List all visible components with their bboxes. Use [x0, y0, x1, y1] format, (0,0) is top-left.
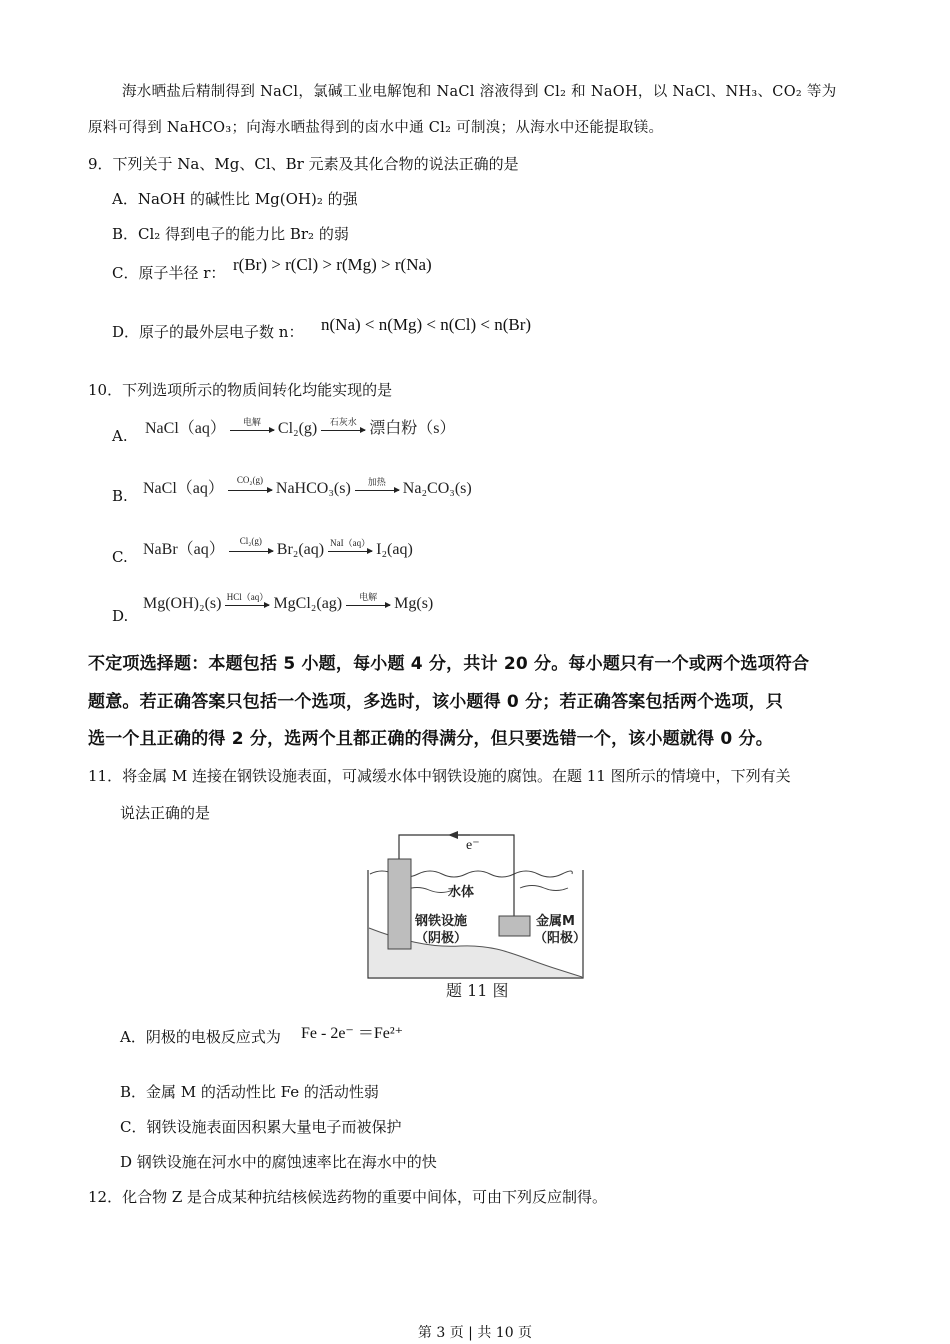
q10-option-b-reaction: NaCl（aq） CO₂(g) NaHCO₃(s) 加热 Na₂CO₃(s)	[143, 474, 472, 497]
section-instructions-line-3: 选一个且正确的得 2 分，选两个且都正确的得满分，但只要选错一个，该小题就得 0 分。	[88, 729, 773, 749]
figure-steel-label: 钢铁设施	[415, 914, 468, 929]
q10-option-d-reaction: Mg(OH)₂(s) HCl（aq） MgCl₂(ag) 电解 Mg(s)	[143, 591, 434, 612]
section-instructions-line-2: 题意。若正确答案只包括一个选项，多选时，该小题得 0 分；若正确答案包括两个选项，只	[88, 692, 784, 712]
q10-option-c-label: C.	[112, 548, 128, 566]
q9-option-d-formula: n(Na) < n(Mg) < n(Cl) < n(Br)	[321, 315, 532, 334]
intro-line-1: 海水晒盐后精制得到 NaCl，氯碱工业电解饱和 NaCl 溶液得到 Cl₂ 和 NaOH，以 NaCl、NH₃、CO₂ 等为	[122, 84, 837, 100]
figure-caption: 题 11 图	[446, 981, 509, 1000]
section-instructions-line-1: 不定项选择题：本题包括 5 小题，每小题 4 分，共计 20 分。每小题只有一个或两个选项符合	[88, 654, 810, 674]
q11-option-d: D 钢铁设施在河水中的腐蚀速率比在海水中的快	[120, 1153, 437, 1171]
q11-option-a-label: A．阴极的电极反应式为	[120, 1028, 281, 1046]
q9-option-a: A．NaOH 的碱性比 Mg(OH)₂ 的强	[112, 190, 358, 208]
q11-stem-line-1: 11．将金属 M 连接在钢铁设施表面，可减缓水体中钢铁设施的腐蚀。在题 11 图所示的情境中，下列有关	[88, 767, 791, 785]
q9-stem: 9．下列关于 Na、Mg、Cl、Br 元素及其化合物的说法正确的是	[88, 155, 519, 173]
q10-option-c-reaction: NaBr（aq） Cl₂(g) Br₂(aq) NaI（aq） I₂(aq)	[143, 535, 413, 558]
q10-stem: 10．下列选项所示的物质间转化均能实现的是	[88, 381, 393, 399]
q11-figure	[0, 830, 950, 1005]
q9-option-b: B．Cl₂ 得到电子的能力比 Br₂ 的弱	[112, 225, 349, 243]
q10-option-a-label: A.	[112, 427, 128, 445]
figure-electron-label: e⁻	[466, 838, 480, 853]
q10-option-a-reaction: NaCl（aq） 电解 Cl₂(g) 石灰水 漂白粉（s）	[145, 416, 456, 437]
q11-option-a-formula: Fe - 2e⁻ ＝Fe²⁺	[301, 1025, 404, 1042]
q9-option-c-formula: r(Br) > r(Cl) > r(Mg) > r(Na)	[233, 255, 432, 274]
figure-metal-label: 金属M	[536, 914, 575, 929]
q9-option-c-label: C．原子半径 r：	[112, 264, 226, 282]
q11-stem-line-2: 说法正确的是	[120, 804, 211, 822]
figure-steel-sublabel: （阴极）	[415, 931, 468, 946]
q9-option-d-label: D．原子的最外层电子数 n：	[112, 323, 304, 341]
q10-option-d-label: D.	[112, 607, 129, 625]
figure-water-label: 水体	[448, 885, 475, 900]
q11-option-c: C．钢铁设施表面因积累大量电子而被保护	[120, 1118, 402, 1136]
q12-stem: 12．化合物 Z 是合成某种抗结核候选药物的重要中间体，可由下列反应制得。	[88, 1188, 608, 1206]
page-footer: 第 3 页 | 共 10 页	[417, 1325, 533, 1341]
intro-line-2: 原料可得到 NaHCO₃；向海水晒盐得到的卤水中通 Cl₂ 可制溴；从海水中还能提取镁。	[88, 120, 664, 136]
figure-metal-sublabel: （阳极）	[534, 931, 587, 946]
q10-option-b-label: B.	[112, 487, 128, 505]
q11-option-b: B．金属 M 的活动性比 Fe 的活动性弱	[120, 1083, 379, 1101]
